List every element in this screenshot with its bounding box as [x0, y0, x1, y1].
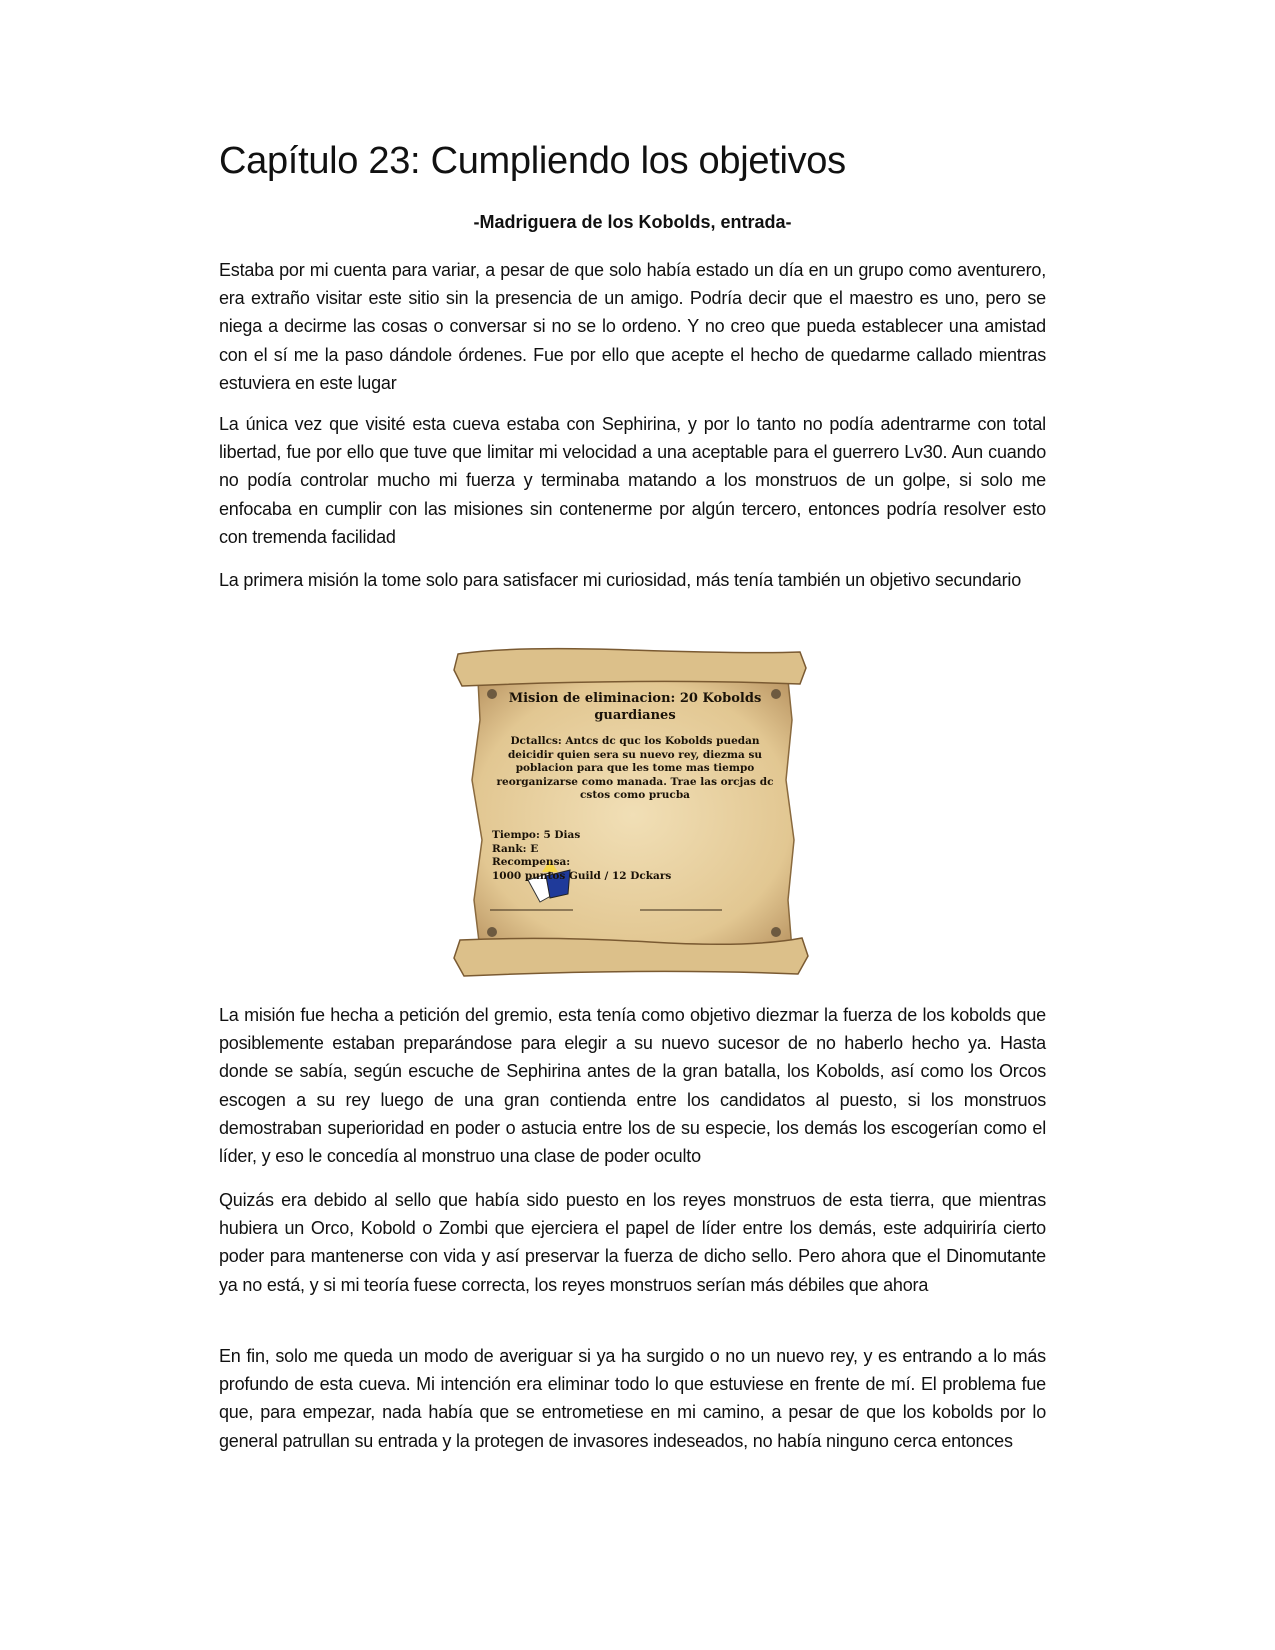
chapter-title: Capítulo 23: Cumpliendo los objetivos [219, 140, 846, 182]
scroll-time: Tiempo: 5 Dias [492, 829, 581, 841]
scroll-details: Dctallcs: Antcs dc quc los Kobolds puedan deicidir quien sera su nuevo rey, diezma su poblacion para que les tome mas tiempo reorganizarse como manada. Trae las orcjas dc cstos como prucba [496, 735, 774, 801]
scroll-info [492, 829, 671, 883]
scroll-reward: 1000 puntos Guild / 12 Dckars [492, 869, 672, 882]
scroll-rank: Rank: E [492, 842, 539, 855]
paragraph-2: La única vez que visité esta cueva estaba con Sephirina, y por lo tanto no podía adentrarme con total libertad, fue por ello que tuve que limitar mi velocidad a una aceptable para el guerrero Lv30. Aun cuando no podía controlar mucho mi fuerza y terminaba matando a los monstruos de un golpe, si solo me enfocaba en cumplir con las misiones sin contenerme por algún tercero, entonces podría resolver esto con tremenda facilidad [219, 414, 1046, 547]
paragraph-6: En fin, solo me queda un modo de averiguar si ya ha surgido o no un nuevo rey, y es entrando a lo más profundo de esta cueva. Mi intención era eliminar todo lo que estuviese en frente de mí. El problema fue que, para empezar, nada había que se entrometiese en mi camino, a pesar de que los kobolds por lo general patrullan su entrada y la protegen de invasores indeseados, no había ninguno cerca entonces [219, 1346, 1046, 1451]
mission-scroll-image [450, 640, 816, 985]
scroll-title: Mision de eliminacion: 20 Kobolds guardianes [508, 691, 762, 723]
paragraph-1: Estaba por mi cuenta para variar, a pesar de que solo había estado un día en un grupo como aventurero, era extraño visitar este sitio sin la presencia de un amigo. Podría decir que el maestro es uno, pero se niega a decirme las cosas o conversar si no se lo ordeno. Y no creo que pueda establecer una amistad con el sí me la paso dándole órdenes. Fue por ello que acepte el hecho de quedarme callado mientras estuviera en este lugar [219, 260, 1046, 393]
paragraph-4: La misión fue hecha a petición del gremio, esta tenía como objetivo diezmar la fuerza de los kobolds que posiblemente estaban preparándose para elegir a su nuevo sucesor de no haberlo hecho ya. Hasta donde se sabía, según escuche de Sephirina antes de la gran batalla, los Kobolds, así como los Orcos escogen a su rey luego de una gran contienda entre los candidatos al puesto, si los monstruos demostraban superioridad en poder o astucia entre los de su especie, los demás los escogerían como el líder, y eso le concedía al monstruo una clase de poder oculto [219, 1005, 1046, 1167]
section-subtitle: -Madriguera de los Kobolds, entrada- [473, 212, 792, 232]
scroll-reward-label: Recompensa: [492, 856, 571, 868]
paragraph-5: Quizás era debido al sello que había sido puesto en los reyes monstruos de esta tierra, que mientras hubiera un Orco, Kobold o Zombi que ejerciera el papel de líder entre los demás, este adquiriría cierto poder para mantenerse con vida y así preservar la fuerza de dicho sello. Pero ahora que el Dinomutante ya no está, y si mi teoría fuese correcta, los reyes monstruos serían más débiles que ahora [219, 1190, 1046, 1295]
paragraph-3: La primera misión la tome solo para satisfacer mi curiosidad, más tenía también un objetivo secundario [219, 570, 1022, 590]
